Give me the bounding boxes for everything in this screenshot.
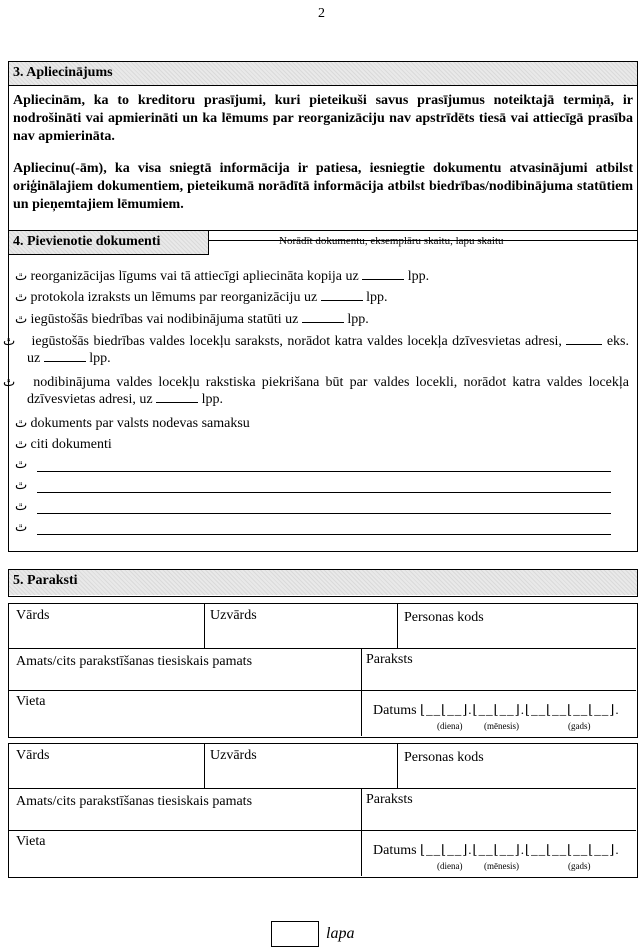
document-item[interactable]: ٿ reorganizācijas līgums vai tā attiecīgi apliecināta kopija uz lpp. [15, 268, 430, 284]
personal-code-field[interactable]: Personas kods [404, 610, 484, 625]
section-3-header [9, 62, 637, 86]
year-label: (gads) [568, 861, 591, 871]
section-5-header-box [8, 569, 638, 597]
certification-paragraph-1: Apliecinām, ka to kreditoru prasījumi, kuri pieteikuši savus prasījumus noteiktajā termiņā, ir nodrošināti vai apmierināti un ka lēmums par reorganizāciju nav apstrīdēts tiesā vai attiecīgā prasība nav apmierināta. [13, 93, 633, 144]
page-count-box[interactable] [271, 921, 319, 947]
signature-block [8, 603, 638, 738]
personal-code-field[interactable]: Personas kods [404, 750, 484, 765]
checkbox-icon[interactable]: ٿ [15, 436, 28, 451]
checkbox-icon[interactable]: ٿ [15, 519, 28, 534]
place-field[interactable]: Vieta [16, 834, 46, 849]
document-item[interactable]: ٿ protokola izraksts un lēmums par reorganizāciju uz lpp. [15, 289, 388, 305]
year-label: (gads) [568, 721, 591, 731]
day-label: (diena) [437, 721, 463, 731]
checkbox-icon[interactable]: ٿ [15, 289, 28, 304]
page-count-label: lapa [326, 925, 355, 942]
checkbox-icon[interactable]: ٿ [3, 333, 16, 348]
section-4-instruction: Norādīt dokumentu, eksemplāru skaitu, lapu skaitu [279, 235, 504, 247]
signature-field[interactable]: Paraksts [366, 652, 413, 667]
document-item[interactable]: ٿ iegūstošās biedrības vai nodibinājuma statūti uz lpp. [15, 311, 369, 327]
section-4-title: 4. Pievienotie dokumenti [13, 234, 161, 249]
month-label: (mēnesis) [484, 721, 519, 731]
day-label: (diena) [437, 861, 463, 871]
document-item[interactable]: ٿ iegūstošās biedrības valdes locekļu saraksts, norādot katra valdes locekļa dzīvesvietas adresi, eks. uz lpp. [3, 333, 629, 366]
section-3-box [8, 61, 638, 241]
checkbox-icon[interactable]: ٿ [15, 456, 28, 471]
month-label: (mēnesis) [484, 861, 519, 871]
place-field[interactable]: Vieta [16, 694, 46, 709]
checkbox-icon[interactable]: ٿ [15, 498, 28, 513]
section-3-title: 3. Apliecinājums [13, 65, 113, 80]
first-name-field[interactable]: Vārds [16, 748, 50, 763]
checkbox-icon[interactable]: ٿ [3, 374, 16, 389]
date-label: Datums [373, 703, 417, 718]
document-item[interactable]: ٿ nodibinājuma valdes locekļu rakstiska piekrišana būt par valdes locekli, norādot katra valdes locekļa dzīvesvietas adresi, uz lpp. [3, 374, 630, 407]
document-item[interactable]: ٿ dokuments par valsts nodevas samaksu [15, 415, 250, 431]
certification-paragraph-2: Apliecinu(-ām), ka visa sniegtā informācija ir patiesa, iesniegtie dokumentu atvasinājumi atbilst oriģinālajiem dokumentiem, pieteikumā norādītā informācija atbilst biedrības/nodibinājuma statūtiem un pieņemtajiem lēmumiem. [13, 161, 633, 212]
checkbox-icon[interactable]: ٿ [15, 311, 28, 326]
date-boxes: ⌊__⌊__⌋.⌊__⌊__⌋.⌊__⌊__⌊__⌊__⌋. [420, 842, 620, 857]
blank-entry-line[interactable] [37, 492, 611, 493]
blank-entry-line[interactable] [37, 471, 611, 472]
last-name-field[interactable]: Uzvārds [210, 608, 257, 623]
date-field[interactable] [373, 842, 620, 859]
signature-block [8, 743, 638, 878]
first-name-field[interactable]: Vārds [16, 608, 50, 623]
position-field[interactable]: Amats/cits parakstīšanas tiesiskais pamats [16, 654, 253, 669]
blank-entry-line[interactable] [37, 534, 611, 535]
checkbox-icon[interactable]: ٿ [15, 268, 28, 283]
section-4-header [9, 231, 209, 255]
section-5-header [9, 570, 637, 595]
document-item[interactable]: ٿ citi dokumenti [15, 436, 112, 452]
date-field[interactable] [373, 702, 620, 719]
position-field[interactable]: Amats/cits parakstīšanas tiesiskais pamats [16, 794, 253, 809]
section-4-box [3, 230, 638, 552]
checkbox-icon[interactable]: ٿ [15, 415, 28, 430]
date-label: Datums [373, 843, 417, 858]
blank-entry-line[interactable] [37, 513, 611, 514]
date-boxes: ⌊__⌊__⌋.⌊__⌊__⌋.⌊__⌊__⌊__⌊__⌋. [420, 702, 620, 717]
last-name-field[interactable]: Uzvārds [210, 748, 257, 763]
page-number: 2 [318, 6, 325, 21]
section-5-title: 5. Paraksti [13, 573, 78, 588]
signature-field[interactable]: Paraksts [366, 792, 413, 807]
checkbox-icon[interactable]: ٿ [15, 477, 28, 492]
